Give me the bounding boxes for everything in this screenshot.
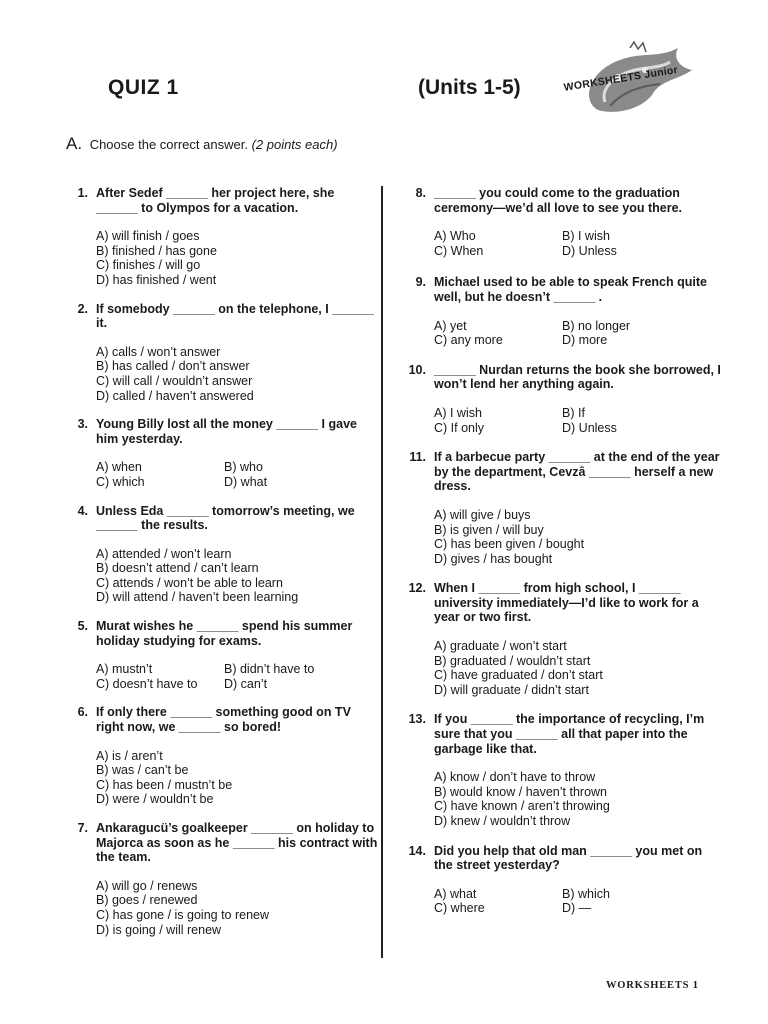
question-number: 12. bbox=[408, 581, 426, 596]
question-stem: When I ______ from high school, I ______ university immediately—I’d like to work for a year or two first. bbox=[434, 581, 699, 625]
answer-option[interactable]: D) knew / wouldn’t throw bbox=[434, 814, 571, 828]
question-stem: If only there ______ something good on TV right now, we ______ so bored! bbox=[96, 705, 351, 735]
question-number: 4. bbox=[77, 503, 88, 518]
question-body bbox=[96, 186, 380, 288]
answer-option[interactable]: D) is going / will renew bbox=[96, 922, 222, 937]
answer-option[interactable]: D) Unless bbox=[562, 243, 617, 258]
section-heading bbox=[66, 134, 338, 154]
answer-option[interactable]: A) will finish / goes bbox=[96, 229, 200, 244]
question-body bbox=[96, 417, 380, 489]
question-body bbox=[96, 821, 380, 937]
question-number: 2. bbox=[77, 301, 88, 316]
answer-options bbox=[434, 508, 722, 566]
answer-option[interactable]: B) If bbox=[562, 405, 585, 420]
question-13 bbox=[392, 712, 722, 828]
answer-option[interactable]: C) attends / won’t be able to learn bbox=[96, 575, 283, 590]
section-points: (2 points each) bbox=[251, 137, 338, 152]
answer-option[interactable]: B) is given / will buy bbox=[434, 522, 544, 537]
answer-option[interactable]: D) what bbox=[224, 474, 268, 489]
answer-option[interactable]: B) I wish bbox=[562, 229, 610, 244]
question-4 bbox=[54, 504, 380, 606]
question-body bbox=[434, 450, 722, 566]
question-stem: Did you help that old man ______ you met on the street yesterday? bbox=[434, 843, 703, 873]
question-body bbox=[434, 844, 722, 916]
question-11 bbox=[392, 450, 722, 566]
answer-option[interactable]: B) goes / renewed bbox=[96, 893, 198, 908]
question-5 bbox=[54, 619, 380, 691]
answer-option[interactable]: B) graduated / wouldn’t start bbox=[434, 653, 591, 668]
answer-option[interactable]: C) have known / aren’t throwing bbox=[434, 799, 610, 814]
answer-option[interactable]: C) any more bbox=[434, 333, 503, 348]
question-stem: Murat wishes he ______ spend his summer holiday studying for exams. bbox=[96, 619, 353, 648]
question-stem: After Sedef ______ her project here, she ______ to Olympos for a vacation. bbox=[96, 186, 335, 215]
question-stem: Unless Eda ______ tomorrow’s meeting, we ______ the results. bbox=[96, 503, 355, 533]
question-body bbox=[434, 186, 722, 258]
question-12 bbox=[392, 581, 722, 697]
question-number: 1. bbox=[77, 186, 88, 200]
answer-option[interactable]: C) which bbox=[96, 474, 145, 489]
answer-option[interactable]: A) graduate / won’t start bbox=[434, 639, 567, 654]
question-number: 6. bbox=[77, 705, 88, 720]
answer-options bbox=[96, 229, 380, 287]
answer-option[interactable]: A) calls / won’t answer bbox=[96, 344, 221, 359]
answer-option[interactable]: A) will give / buys bbox=[434, 507, 531, 522]
answer-option[interactable]: C) will call / wouldn’t answer bbox=[96, 373, 253, 388]
column-divider bbox=[381, 186, 383, 958]
answer-option[interactable]: B) doesn’t attend / can’t learn bbox=[96, 561, 259, 576]
question-body bbox=[434, 275, 722, 347]
answer-options bbox=[434, 770, 722, 828]
question-number: 10. bbox=[408, 362, 426, 377]
question-number: 13. bbox=[408, 712, 426, 727]
answer-options bbox=[96, 547, 380, 605]
question-14 bbox=[392, 844, 722, 916]
question-stem: ______ you could come to the graduation ceremony—we’d all love to see you there. bbox=[434, 186, 683, 215]
question-number: 5. bbox=[77, 619, 88, 634]
answer-option[interactable]: D) will attend / haven’t been learning bbox=[96, 590, 299, 605]
question-body bbox=[434, 581, 722, 697]
answer-option[interactable]: A) know / don’t have to throw bbox=[434, 770, 596, 785]
question-number: 8. bbox=[415, 186, 426, 200]
answer-option[interactable]: C) doesn’t have to bbox=[96, 676, 198, 691]
question-10 bbox=[392, 363, 722, 435]
answer-options bbox=[96, 345, 380, 403]
question-3 bbox=[54, 417, 380, 489]
question-body bbox=[434, 363, 722, 435]
answer-option[interactable]: A) what bbox=[434, 886, 477, 901]
answer-option[interactable]: D) called / haven’t answered bbox=[96, 388, 254, 403]
answer-options bbox=[434, 639, 722, 697]
answer-option[interactable]: A) when bbox=[96, 460, 142, 475]
answer-option[interactable]: D) gives / has bought bbox=[434, 551, 553, 566]
answer-option[interactable]: B) has called / don’t answer bbox=[96, 359, 250, 374]
page-footer: WORKSHEETS 1 bbox=[606, 980, 699, 991]
question-stem: If somebody ______ on the telephone, I ______ it. bbox=[96, 301, 374, 331]
answer-option[interactable]: D) Unless bbox=[562, 420, 617, 435]
question-number: 14. bbox=[408, 843, 426, 858]
answer-option[interactable]: C) finishes / will go bbox=[96, 258, 201, 273]
answer-options bbox=[434, 319, 722, 348]
quiz-title: QUIZ 1 bbox=[108, 76, 179, 99]
answer-option[interactable]: B) finished / has gone bbox=[96, 243, 217, 258]
answer-option[interactable]: B) was / can’t be bbox=[96, 763, 189, 778]
question-body bbox=[96, 504, 380, 606]
question-number: 11. bbox=[409, 450, 426, 465]
answer-option[interactable]: D) will graduate / didn’t start bbox=[434, 682, 589, 697]
question-8 bbox=[392, 186, 722, 258]
left-question-column bbox=[54, 186, 380, 937]
answer-option[interactable]: C) has been / mustn’t be bbox=[96, 777, 233, 792]
question-body bbox=[434, 712, 722, 828]
answer-options bbox=[434, 229, 722, 258]
question-body bbox=[96, 619, 380, 691]
question-number: 7. bbox=[77, 821, 88, 835]
question-9 bbox=[392, 275, 722, 347]
question-6 bbox=[54, 705, 380, 807]
answer-option[interactable]: A) I wish bbox=[434, 405, 482, 420]
answer-option[interactable]: A) Who bbox=[434, 229, 476, 244]
question-stem: Michael used to be able to speak French quite well, but he doesn’t ______ . bbox=[434, 275, 707, 304]
answer-option[interactable]: C) If only bbox=[434, 420, 485, 435]
question-stem: Ankaragucü’s goalkeeper ______ on holiday to Majorca as soon as he ______ his contract with the team. bbox=[96, 821, 378, 865]
answer-option[interactable]: A) will go / renews bbox=[96, 878, 198, 893]
answer-option[interactable]: D) more bbox=[562, 333, 608, 348]
answer-options bbox=[96, 879, 380, 937]
right-question-column bbox=[392, 186, 722, 916]
section-instruction: Choose the correct answer. bbox=[89, 137, 248, 152]
section-letter: A. bbox=[66, 134, 83, 153]
answer-option[interactable]: B) didn’t have to bbox=[224, 662, 315, 677]
question-2 bbox=[54, 302, 380, 404]
question-stem: Young Billy lost all the money ______ I gave him yesterday. bbox=[96, 417, 357, 446]
question-number: 3. bbox=[77, 417, 88, 432]
answer-option[interactable]: D) has finished / went bbox=[96, 272, 217, 287]
question-1 bbox=[54, 186, 380, 288]
answer-option[interactable]: C) has been given / bought bbox=[434, 537, 585, 552]
answer-options bbox=[96, 460, 380, 489]
answer-option[interactable]: C) When bbox=[434, 243, 484, 258]
question-stem: ______ Nurdan returns the book she borrowed, I won’t lend her anything again. bbox=[434, 362, 721, 392]
answer-option[interactable]: C) where bbox=[434, 901, 485, 916]
question-body bbox=[96, 302, 380, 404]
answer-option[interactable]: D) can’t bbox=[224, 676, 268, 691]
units-title: (Units 1-5) bbox=[418, 76, 521, 99]
answer-option[interactable]: D) — bbox=[562, 901, 592, 916]
question-body bbox=[96, 705, 380, 807]
answer-option[interactable]: A) attended / won’t learn bbox=[96, 546, 232, 561]
answer-options bbox=[434, 887, 722, 916]
answer-options bbox=[96, 749, 380, 807]
logo-text: WORKSHEETS Junior bbox=[563, 63, 679, 94]
question-stem: If you ______ the importance of recycling, I’m sure that you ______ all that paper into the garbage like that. bbox=[434, 712, 705, 756]
answer-option[interactable]: A) mustn’t bbox=[96, 662, 153, 677]
answer-option[interactable]: B) would know / haven’t thrown bbox=[434, 784, 608, 799]
answer-option[interactable]: D) were / wouldn’t be bbox=[96, 792, 214, 807]
answer-option[interactable]: B) no longer bbox=[562, 318, 631, 333]
answer-option[interactable]: A) yet bbox=[434, 318, 467, 333]
answer-options bbox=[96, 662, 380, 691]
answer-option[interactable]: C) have graduated / don’t start bbox=[434, 668, 603, 683]
answer-option[interactable]: B) who bbox=[224, 460, 263, 475]
question-stem: If a barbecue party ______ at the end of the year by the department, Cevzâ ______ herself a new dress. bbox=[434, 450, 720, 494]
answer-option[interactable]: C) has gone / is going to renew bbox=[96, 907, 270, 922]
answer-option[interactable]: A) is / aren’t bbox=[96, 748, 163, 763]
question-number: 9. bbox=[415, 275, 426, 290]
question-7 bbox=[54, 821, 380, 937]
answer-options bbox=[434, 406, 722, 435]
answer-option[interactable]: B) which bbox=[562, 886, 610, 901]
